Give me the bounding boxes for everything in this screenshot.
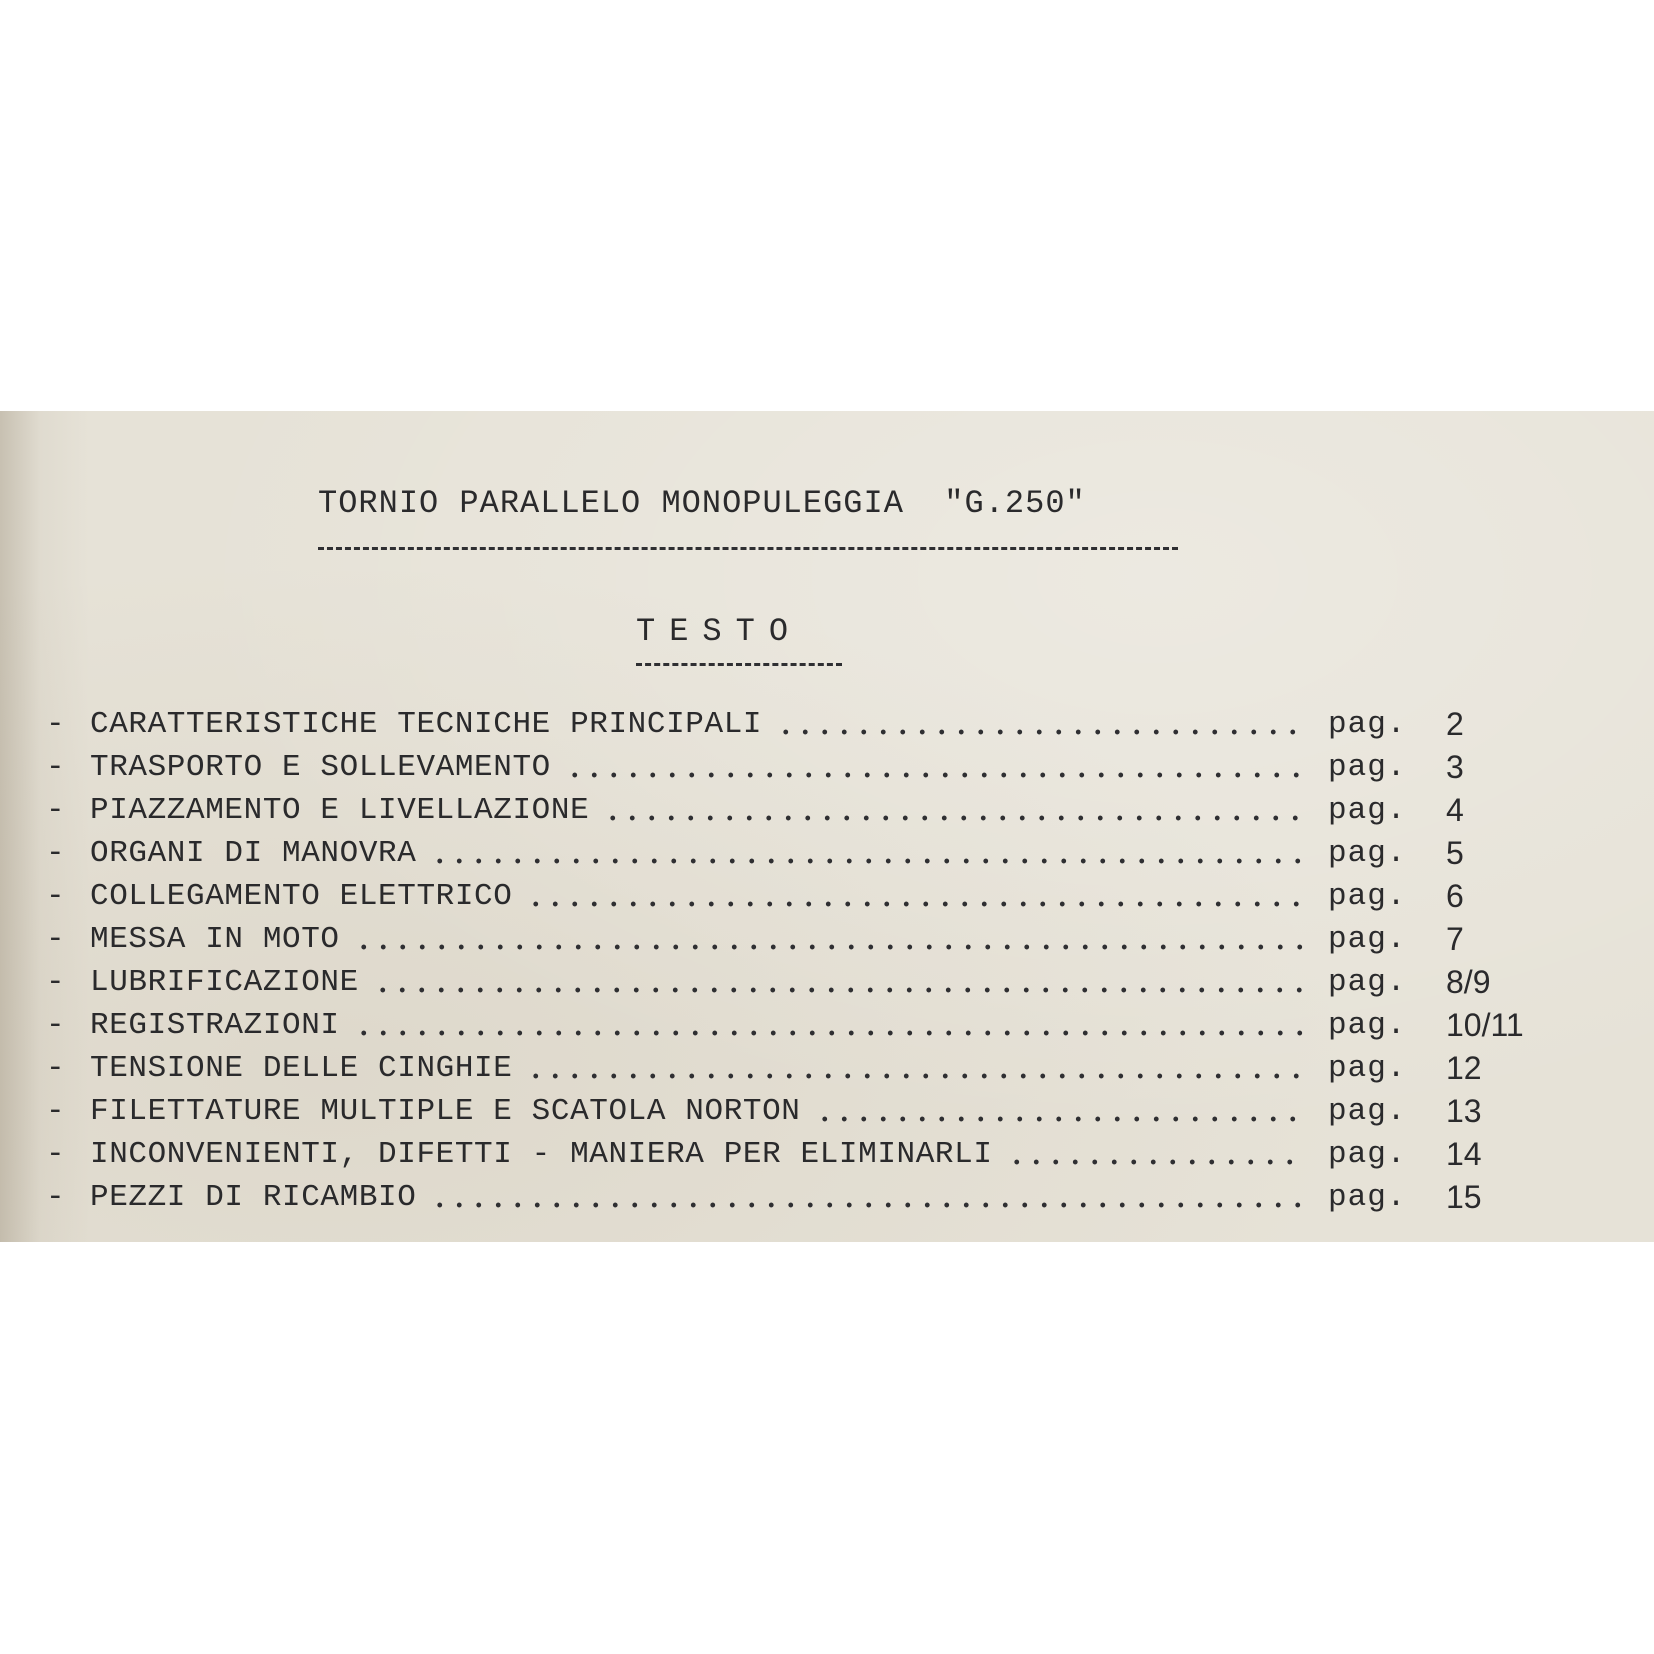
toc-bullet: -	[46, 1137, 65, 1172]
toc-bullet: -	[46, 707, 65, 742]
dot-leader	[430, 858, 1306, 864]
toc-entry-pag: pag.	[1328, 1051, 1407, 1086]
toc-entry-label: FILETTATURE MULTIPLE E SCATOLA NORTON	[90, 1094, 801, 1129]
toc-entry-page: 4	[1446, 792, 1464, 828]
toc-entry	[46, 875, 1606, 918]
table-of-contents	[46, 703, 1606, 1219]
dot-leader	[603, 815, 1306, 821]
toc-bullet: -	[46, 836, 65, 871]
toc-entry-label: ORGANI DI MANOVRA	[90, 836, 417, 871]
dot-leader	[526, 901, 1306, 907]
dot-leader	[526, 1073, 1306, 1079]
toc-entry-page: 12	[1446, 1050, 1482, 1086]
section-heading-underline	[636, 663, 842, 666]
toc-bullet: -	[46, 879, 65, 914]
dot-leader	[815, 1116, 1306, 1122]
dot-leader	[373, 987, 1306, 993]
toc-entry-pag: pag.	[1328, 750, 1407, 785]
toc-bullet: -	[46, 750, 65, 785]
toc-entry-page: 13	[1446, 1093, 1482, 1129]
toc-entry	[46, 1090, 1606, 1133]
toc-bullet: -	[46, 965, 65, 1000]
section-heading: TESTO	[636, 613, 803, 650]
toc-entry-pag: pag.	[1328, 1180, 1407, 1215]
toc-entry-label: COLLEGAMENTO ELETTRICO	[90, 879, 513, 914]
toc-entry	[46, 1133, 1606, 1176]
toc-entry-pag: pag.	[1328, 922, 1407, 957]
toc-entry-page: 5	[1446, 835, 1464, 871]
document-title: TORNIO PARALLELO MONOPULEGGIA "G.250"	[318, 485, 1086, 522]
dot-leader	[565, 772, 1306, 778]
toc-entry-page: 10/11	[1446, 1007, 1524, 1043]
toc-entry-pag: pag.	[1328, 879, 1407, 914]
toc-entry	[46, 789, 1606, 832]
toc-entry	[46, 961, 1606, 1004]
scanned-page	[0, 411, 1654, 1242]
toc-entry	[46, 703, 1606, 746]
toc-entry-page: 6	[1446, 878, 1464, 914]
toc-entry-pag: pag.	[1328, 707, 1407, 742]
toc-bullet: -	[46, 922, 65, 957]
toc-entry	[46, 1176, 1606, 1219]
toc-entry-page: 8/9	[1446, 964, 1491, 1000]
toc-entry-label: CARATTERISTICHE TECNICHE PRINCIPALI	[90, 707, 763, 742]
toc-entry-page: 14	[1446, 1136, 1482, 1172]
toc-entry-label: LUBRIFICAZIONE	[90, 965, 359, 1000]
toc-bullet: -	[46, 1051, 65, 1086]
toc-entry-label: PIAZZAMENTO E LIVELLAZIONE	[90, 793, 590, 828]
toc-entry	[46, 832, 1606, 875]
toc-entry-page: 7	[1446, 921, 1464, 957]
title-underline	[318, 547, 1178, 550]
toc-entry-label: MESSA IN MOTO	[90, 922, 340, 957]
toc-entry-label: TRASPORTO E SOLLEVAMENTO	[90, 750, 551, 785]
toc-entry-pag: pag.	[1328, 965, 1407, 1000]
dot-leader	[1007, 1159, 1306, 1165]
dot-leader	[776, 729, 1306, 735]
toc-bullet: -	[46, 1008, 65, 1043]
toc-entry-page: 2	[1446, 706, 1464, 742]
dot-leader	[354, 944, 1306, 950]
toc-entry-label: PEZZI DI RICAMBIO	[90, 1180, 417, 1215]
dot-leader	[430, 1202, 1306, 1208]
toc-entry	[46, 746, 1606, 789]
toc-entry	[46, 918, 1606, 961]
toc-entry-pag: pag.	[1328, 836, 1407, 871]
toc-entry-page: 15	[1446, 1179, 1482, 1215]
toc-entry-pag: pag.	[1328, 1094, 1407, 1129]
toc-entry-label: TENSIONE DELLE CINGHIE	[90, 1051, 513, 1086]
toc-bullet: -	[46, 1094, 65, 1129]
toc-entry	[46, 1004, 1606, 1047]
toc-entry	[46, 1047, 1606, 1090]
toc-entry-page: 3	[1446, 749, 1464, 785]
toc-entry-pag: pag.	[1328, 1137, 1407, 1172]
toc-bullet: -	[46, 793, 65, 828]
toc-bullet: -	[46, 1180, 65, 1215]
toc-entry-pag: pag.	[1328, 1008, 1407, 1043]
toc-entry-label: REGISTRAZIONI	[90, 1008, 340, 1043]
dot-leader	[354, 1030, 1306, 1036]
toc-entry-pag: pag.	[1328, 793, 1407, 828]
toc-entry-label: INCONVENIENTI, DIFETTI - MANIERA PER ELIMINARLI	[90, 1137, 993, 1172]
